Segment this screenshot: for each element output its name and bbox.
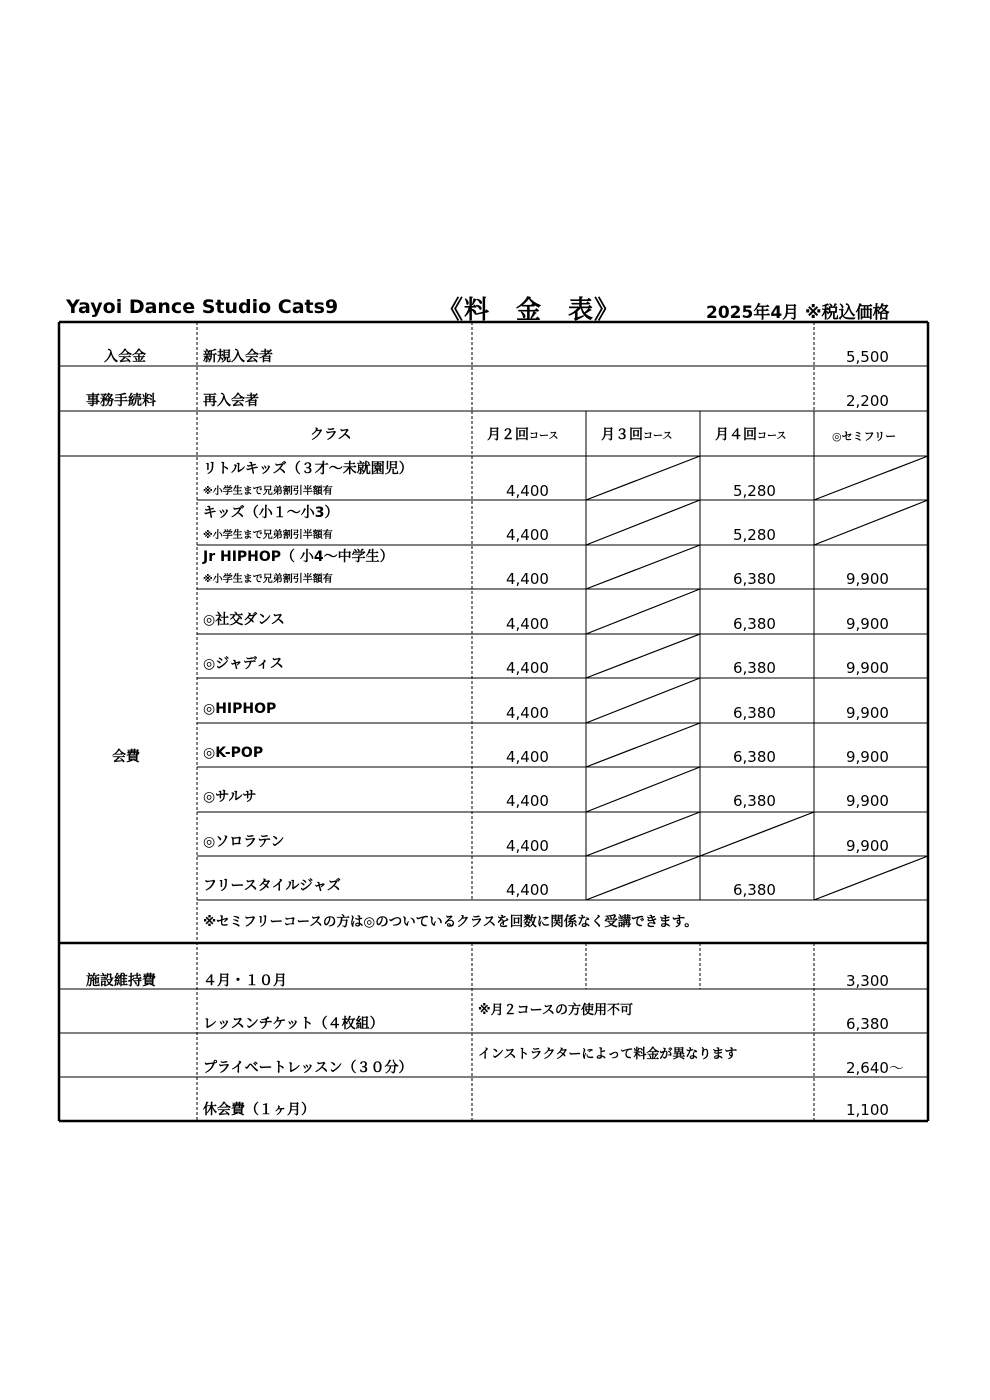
leave-fee-label: 休会費（１ヶ月）	[203, 1102, 315, 1118]
price-semifree: 9,900	[846, 837, 889, 855]
price-semifree: 9,900	[846, 615, 889, 633]
rejoin-label: 再入会者	[203, 393, 259, 409]
facility-price: 3,300	[846, 972, 889, 990]
class-note: ※小学生まで兄弟割引半額有	[203, 574, 333, 585]
price-monthly-2: 4,400	[506, 615, 549, 633]
column-monthly-4-course: コース	[757, 431, 787, 442]
class-name: ◎HIPHOP	[203, 701, 277, 717]
not-available-slash	[586, 812, 700, 856]
column-monthly-2-course: コース	[529, 431, 559, 442]
not-available-slash	[586, 678, 700, 723]
class-name: フリースタイルジャズ	[203, 878, 341, 894]
not-available-slash	[814, 456, 928, 500]
column-monthly-3-course: コース	[643, 431, 673, 442]
new-member-price: 5,500	[846, 348, 889, 366]
price-monthly-4: 6,380	[733, 748, 776, 766]
class-name: リトルキッズ（３才～未就園児）	[203, 461, 413, 477]
not-available-slash	[586, 723, 700, 767]
not-available-slash	[586, 545, 700, 589]
semifree-note: ※セミフリーコースの方は◎のついているクラスを回数に関係なく受講できます。	[203, 914, 698, 930]
not-available-slash	[586, 856, 700, 900]
ticket-price: 6,380	[846, 1015, 889, 1033]
price-monthly-2: 4,400	[506, 881, 549, 899]
class-name: ◎ジャディス	[203, 656, 284, 672]
rejoin-price: 2,200	[846, 392, 889, 410]
not-available-slash	[814, 856, 928, 900]
not-available-slash	[814, 500, 928, 545]
page-title: 《料 金 表》	[438, 295, 621, 324]
price-monthly-4: 6,380	[733, 881, 776, 899]
column-monthly-2-label: 月２回	[487, 427, 529, 443]
price-monthly-2: 4,400	[506, 659, 549, 677]
leave-fee-price: 1,100	[846, 1101, 889, 1119]
class-name: ◎ソロラテン	[203, 834, 285, 850]
class-name: Jr HIPHOP（ 小4～中学生）	[203, 549, 394, 565]
office-fee-label: 事務手続料	[86, 393, 156, 409]
price-monthly-2: 4,400	[506, 482, 549, 500]
not-available-slash	[700, 812, 814, 856]
price-semifree: 9,900	[846, 792, 889, 810]
new-member-label: 新規入会者	[203, 349, 273, 365]
price-monthly-2: 4,400	[506, 837, 549, 855]
price-monthly-2: 4,400	[506, 526, 549, 544]
column-monthly-4	[715, 428, 787, 442]
private-lesson-label: プライベートレッスン（３０分）	[203, 1060, 413, 1076]
not-available-slash	[586, 589, 700, 634]
class-name: ◎サルサ	[203, 789, 257, 805]
not-available-slash	[586, 634, 700, 678]
private-lesson-note: インストラクターによって料金が異なります	[478, 1047, 738, 1062]
price-monthly-4: 6,380	[733, 615, 776, 633]
column-monthly-2	[487, 428, 559, 442]
price-monthly-2: 4,400	[506, 570, 549, 588]
price-monthly-2: 4,400	[506, 792, 549, 810]
price-monthly-4: 6,380	[733, 570, 776, 588]
column-class: クラス	[310, 427, 352, 443]
not-available-slash	[586, 767, 700, 812]
date-note: 2025年4月 ※税込価格	[706, 303, 890, 323]
not-available-slash	[586, 500, 700, 545]
ticket-label: レッスンチケット（４枚組）	[203, 1016, 384, 1032]
price-semifree: 9,900	[846, 570, 889, 588]
class-note: ※小学生まで兄弟割引半額有	[203, 486, 333, 497]
class-note: ※小学生まで兄弟割引半額有	[203, 530, 333, 541]
facility-label: 施設維持費	[86, 973, 156, 989]
not-available-slash	[586, 456, 700, 500]
price-monthly-4: 6,380	[733, 792, 776, 810]
admission-label: 入会金	[104, 349, 146, 365]
price-monthly-4: 5,280	[733, 526, 776, 544]
class-name: ◎K-POP	[203, 745, 264, 761]
column-monthly-3	[601, 428, 673, 442]
column-monthly-4-label: 月４回	[715, 427, 757, 443]
price-monthly-4: 6,380	[733, 704, 776, 722]
price-monthly-2: 4,400	[506, 704, 549, 722]
price-semifree: 9,900	[846, 704, 889, 722]
studio-name: Yayoi Dance Studio Cats9	[66, 296, 339, 318]
price-monthly-4: 5,280	[733, 482, 776, 500]
ticket-note: ※月２コースの方使用不可	[478, 1003, 633, 1018]
price-semifree: 9,900	[846, 659, 889, 677]
class-name: ◎社交ダンス	[203, 612, 285, 628]
facility-period: ４月・１０月	[203, 973, 287, 989]
price-semifree: 9,900	[846, 748, 889, 766]
column-monthly-3-label: 月３回	[601, 427, 643, 443]
class-name: キッズ（小１～小3）	[203, 505, 339, 521]
column-semifree: ◎セミフリー	[832, 430, 897, 443]
price-monthly-2: 4,400	[506, 748, 549, 766]
fees-label: 会費	[112, 749, 140, 765]
private-lesson-price: 2,640～	[846, 1059, 904, 1077]
price-monthly-4: 6,380	[733, 659, 776, 677]
